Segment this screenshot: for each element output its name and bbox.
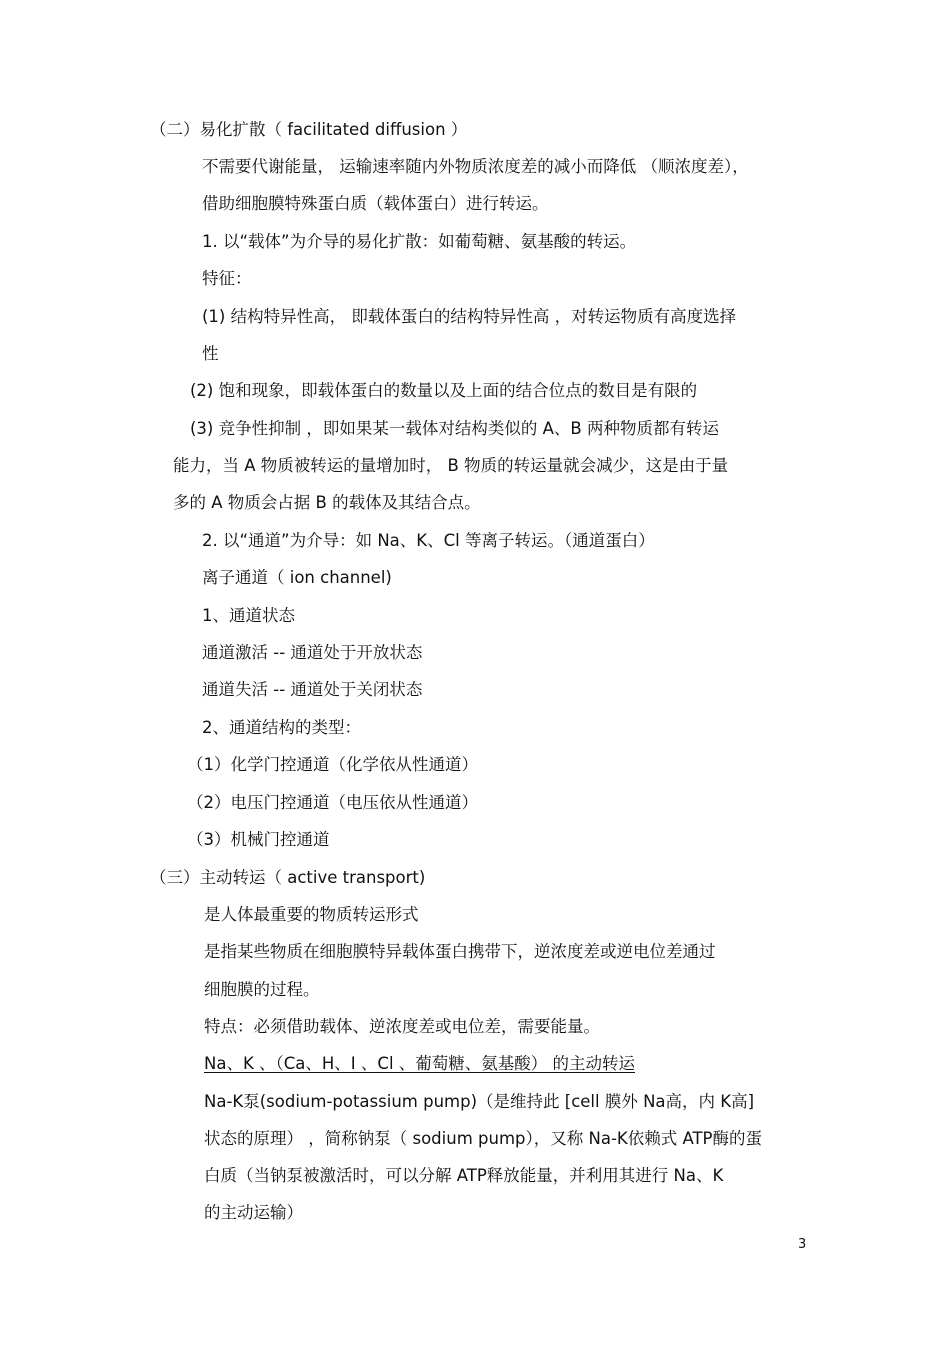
page-number: 3: [798, 1237, 807, 1252]
paragraph-line: 离子通道（ ion channel): [202, 568, 392, 587]
paragraph-line: 特点：必须借助载体、逆浓度差或电位差，需要能量。: [204, 1017, 600, 1036]
paragraph-line: 是指某些物质在细胞膜特异载体蛋白携带下，逆浓度差或逆电位差通过: [204, 942, 716, 961]
paragraph-line: 特征：: [202, 269, 252, 288]
paragraph-line: 借助细胞膜特殊蛋白质（载体蛋白）进行转运。: [202, 194, 549, 213]
paragraph-line: 多的 A 物质会占据 B 的载体及其结合点。: [173, 493, 481, 512]
paragraph-line: 2. 以“通道”为介导：如 Na、K、Cl 等离子转运。（通道蛋白）: [202, 531, 655, 550]
paragraph-line: 1、通道状态: [202, 606, 295, 625]
heading-facilitated-diffusion: （二）易化扩散（ facilitated diffusion ）: [150, 120, 468, 139]
paragraph-line: 白质（当钠泵被激活时，可以分解 ATP释放能量，并利用其进行 Na、K: [204, 1166, 724, 1185]
paragraph-line: 性: [202, 344, 219, 363]
underlined-line: Na、K 、（Ca、H、I 、Cl 、葡萄糖、氨基酸） 的主动转运: [204, 1054, 636, 1073]
paragraph-line: 1. 以“载体”为介导的易化扩散：如葡萄糖、氨基酸的转运。: [202, 232, 637, 251]
paragraph-line: 不需要代谢能量， 运输速率随内外物质浓度差的减小而降低 （顺浓度差），: [202, 157, 749, 176]
heading-active-transport: （三）主动转运（ active transport): [150, 868, 426, 887]
paragraph-line: 状态的原理） ，简称钠泵（ sodium pump），又称 Na-K依赖式 ATP酶的蛋: [204, 1129, 762, 1148]
paragraph-line: 通道失活 -- 通道处于关闭状态: [202, 680, 423, 699]
paragraph-line: Na-K泵(sodium-potassium pump)（是维持此 [cell 膜外 Na高，内 K高]: [204, 1092, 755, 1111]
paragraph-line: （3）机械门控通道: [187, 830, 330, 849]
paragraph-line: 能力，当 A 物质被转运的量增加时， B 物质的转运量就会减少，这是由于量: [173, 456, 729, 475]
paragraph-line: 2、通道结构的类型：: [202, 718, 361, 737]
paragraph-line: (1) 结构特异性高， 即载体蛋白的结构特异性高 ，对转运物质有高度选择: [202, 307, 737, 326]
paragraph-line: （2）电压门控通道（电压依从性通道）: [187, 793, 478, 812]
paragraph-line: 是人体最重要的物质转运形式: [204, 905, 419, 924]
paragraph-line: 的主动运输）: [204, 1203, 303, 1222]
paragraph-line: (2) 饱和现象，即载体蛋白的数量以及上面的结合位点的数目是有限的: [190, 381, 698, 400]
paragraph-line: （1）化学门控通道（化学依从性通道）: [187, 755, 478, 774]
paragraph-line: 通道激活 -- 通道处于开放状态: [202, 643, 423, 662]
paragraph-line: 细胞膜的过程。: [204, 980, 320, 999]
paragraph-line: (3) 竞争性抑制 ，即如果某一载体对结构类似的 A、B 两种物质都有转运: [190, 419, 719, 438]
